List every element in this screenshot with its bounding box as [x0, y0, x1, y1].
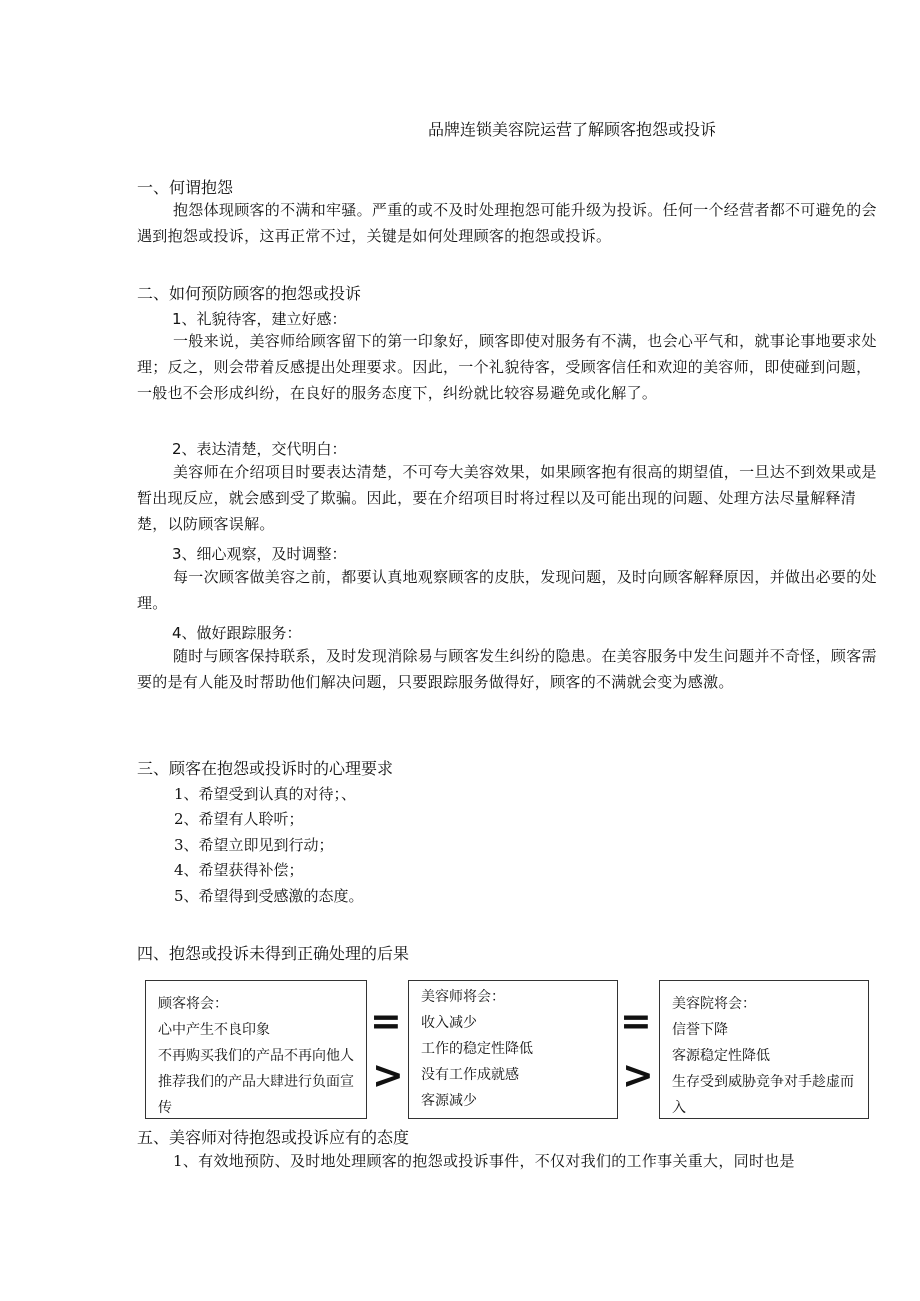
list-item: 2、希望有人聆听； — [174, 810, 304, 828]
section-2-item-3-text: 每一次顾客做美容之前，都要认真地观察顾客的皮肤，发现问题，及时向顾客解释原因，并做出必要的处理。 — [137, 568, 877, 612]
salon-box-line: 信誉下降 — [672, 1022, 728, 1038]
greater-than-sign: > — [372, 1053, 404, 1097]
list-item: 4、希望获得补偿； — [174, 861, 304, 879]
beautician-box-title: 美容师将会： — [421, 989, 505, 1005]
section-2-heading: 二、如何预防顾客的抱怨或投诉 — [137, 284, 362, 303]
document-title: 品牌连锁美容院运营了解顾客抱怨或投诉 — [428, 120, 717, 139]
equals-sign: = — [370, 999, 402, 1043]
list-item: 1、希望受到认真的对待；、 — [174, 785, 357, 803]
customer-box-title: 顾客将会： — [158, 996, 228, 1012]
beautician-box-line: 客源减少 — [421, 1093, 477, 1109]
salon-box-line: 生存受到威胁竞争对手趁虚而入 — [672, 1074, 854, 1116]
beautician-consequence-box — [408, 980, 618, 1119]
beautician-box-line: 工作的稳定性降低 — [421, 1041, 533, 1057]
customer-box-line: 不再购买我们的产品不再向他人推荐我们的产品大肆进行负面宣传 — [158, 1048, 354, 1116]
section-1-heading: 一、何谓抱怨 — [137, 178, 234, 197]
section-2-item-4-text: 随时与顾客保持联系，及时发现消除易与顾客发生纠纷的隐患。在美容服务中发生问题并不奇怪，顾客需要的是有人能及时帮助他们解决问题，只要跟踪服务做得好，顾客的不满就会变为感激。 — [137, 647, 877, 691]
list-item: 5、希望得到受感激的态度。 — [174, 887, 364, 905]
customer-box-line: 心中产生不良印象 — [158, 1022, 270, 1038]
equals-sign: = — [620, 999, 652, 1043]
salon-consequence-box — [659, 980, 869, 1119]
salon-box-line: 客源稳定性降低 — [672, 1048, 770, 1064]
section-4-heading: 四、抱怨或投诉未得到正确处理的后果 — [137, 944, 410, 963]
section-2-item-4-label: 4、做好跟踪服务： — [172, 624, 302, 642]
beautician-box-line: 收入减少 — [421, 1015, 477, 1031]
section-2-item-1-label: 1、礼貌待客，建立好感： — [172, 310, 347, 328]
section-2-item-3-label: 3、细心观察，及时调整： — [172, 545, 347, 563]
greater-than-sign: > — [622, 1053, 654, 1097]
section-2-item-2-label: 2、表达清楚，交代明白： — [172, 440, 347, 458]
section-5-paragraph: 1、有效地预防、及时地处理顾客的抱怨或投诉事件，不仅对我们的工作事关重大，同时也是 — [173, 1152, 795, 1170]
salon-box-title: 美容院将会： — [672, 996, 756, 1012]
beautician-box-line: 没有工作成就感 — [421, 1067, 519, 1083]
list-item: 3、希望立即见到行动； — [174, 836, 334, 854]
section-3-heading: 三、顾客在抱怨或投诉时的心理要求 — [137, 759, 394, 778]
section-2-item-1-text: 一般来说，美容师给顾客留下的第一印象好，顾客即使对服务有不满，也会心平气和，就事论事地要求处理；反之，则会带着反感提出处理要求。因此，一个礼貌待客，受顾客信任和欢迎的美容师，即使碰到问题，一般也不会形成纠纷，在良好的服务态度下，纠纷就比较容易避免或化解了。 — [137, 332, 877, 402]
section-5-heading: 五、美容师对待抱怨或投诉应有的态度 — [137, 1128, 410, 1147]
customer-consequence-box — [145, 980, 367, 1119]
section-2-item-2-text: 美容师在介绍项目时要表达清楚，不可夸大美容效果，如果顾客抱有很高的期望值，一旦达不到效果或是暂出现反应，就会感到受了欺骗。因此，要在介绍项目时将过程以及可能出现的问题、处理方法尽量解释清楚，以防顾客误解。 — [137, 463, 877, 533]
section-1-paragraph: 抱怨体现顾客的不满和牢骚。严重的或不及时处理抱怨可能升级为投诉。任何一个经营者都不可避免的会遇到抱怨或投诉，这再正常不过，关键是如何处理顾客的抱怨或投诉。 — [137, 201, 877, 245]
